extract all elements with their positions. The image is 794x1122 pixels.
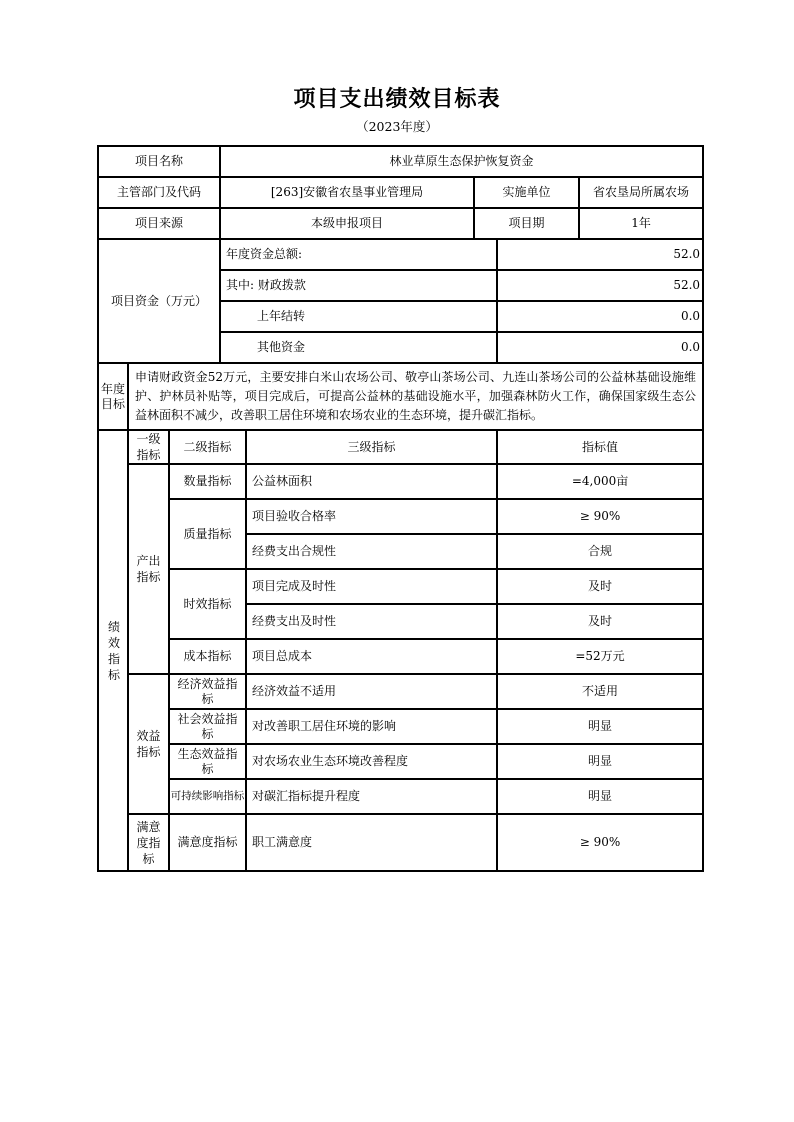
indicator-value: 及时 xyxy=(497,604,703,639)
table-row xyxy=(98,239,703,270)
performance-indicator-side-label: 绩效指标 xyxy=(98,430,128,871)
level2-cost: 成本指标 xyxy=(169,639,246,674)
funding-value: 0.0 xyxy=(497,332,703,363)
indicator-row xyxy=(98,464,703,499)
indicator-value: 合规 xyxy=(497,534,703,569)
indicator-row xyxy=(98,674,703,709)
level3-name: 对碳汇指标提升程度 xyxy=(246,779,497,814)
table-row xyxy=(98,208,703,239)
indicator-value: =52万元 xyxy=(497,639,703,674)
level3-name: 职工满意度 xyxy=(246,814,497,871)
indicator-value: 明显 xyxy=(497,779,703,814)
impl-unit-value: 省农垦局所属农场 xyxy=(579,177,703,208)
indicator-value: =4,000亩 xyxy=(497,464,703,499)
level2-sustainability: 可持续影响指标 xyxy=(169,779,246,814)
indicator-value: ≥ 90% xyxy=(497,499,703,534)
level2-economic: 经济效益指标 xyxy=(169,674,246,709)
header-value: 指标值 xyxy=(497,430,703,464)
level2-social: 社会效益指标 xyxy=(169,709,246,744)
level2-quality: 质量指标 xyxy=(169,499,246,569)
dept-value: [263]安徽省农垦事业管理局 xyxy=(220,177,474,208)
impl-unit-label: 实施单位 xyxy=(474,177,579,208)
level2-ecological: 生态效益指标 xyxy=(169,744,246,779)
funding-desc: 其中: 财政拨款 xyxy=(220,270,497,301)
project-name-value: 林业草原生态保护恢复资金 xyxy=(220,146,703,177)
dept-label: 主管部门及代码 xyxy=(98,177,220,208)
level2-timeliness: 时效指标 xyxy=(169,569,246,639)
indicator-row xyxy=(98,499,703,534)
performance-target-table xyxy=(97,145,704,872)
funding-desc: 年度资金总额: xyxy=(220,239,497,270)
funding-value: 52.0 xyxy=(497,239,703,270)
level3-name: 项目验收合格率 xyxy=(246,499,497,534)
level2-satisfaction: 满意度指标 xyxy=(169,814,246,871)
level1-output: 产出指标 xyxy=(128,464,169,674)
level3-name: 项目完成及时性 xyxy=(246,569,497,604)
annual-goal-text: 申请财政资金52万元，主要安排白米山农场公司、敬亭山茶场公司、九连山茶场公司的公益林基础设施维护、护林员补贴等，项目完成后，可提高公益林的基础设施水平，加强森林防火工作，确保国家级生态公益林面积不减少，改善职工居住环境和农场农业的生态环境，提升碳汇指标。 xyxy=(128,363,703,430)
funding-desc: 上年结转 xyxy=(220,301,497,332)
indicator-row xyxy=(98,709,703,744)
indicator-row xyxy=(98,779,703,814)
level3-name: 经费支出合规性 xyxy=(246,534,497,569)
level1-satisfaction: 满意度指标 xyxy=(128,814,169,871)
indicator-row xyxy=(98,639,703,674)
level3-name: 公益林面积 xyxy=(246,464,497,499)
indicator-value: 不适用 xyxy=(497,674,703,709)
header-level2: 二级指标 xyxy=(169,430,246,464)
indicator-value: ≥ 90% xyxy=(497,814,703,871)
source-value: 本级申报项目 xyxy=(220,208,474,239)
table-row xyxy=(98,430,703,464)
page-title: 项目支出绩效目标表 xyxy=(293,86,501,112)
level3-name: 对改善职工居住环境的影响 xyxy=(246,709,497,744)
annual-goal-label: 年度目标 xyxy=(98,363,128,430)
table-row xyxy=(98,177,703,208)
level1-benefit: 效益指标 xyxy=(128,674,169,814)
period-value: 1年 xyxy=(579,208,703,239)
funding-desc: 其他资金 xyxy=(220,332,497,363)
source-label: 项目来源 xyxy=(98,208,220,239)
level3-name: 经济效益不适用 xyxy=(246,674,497,709)
indicator-value: 及时 xyxy=(497,569,703,604)
table-row xyxy=(98,146,703,177)
header-level1: 一级指标 xyxy=(128,430,169,464)
level3-name: 经费支出及时性 xyxy=(246,604,497,639)
indicator-row xyxy=(98,744,703,779)
indicator-row xyxy=(98,569,703,604)
page-subtitle: （2023年度） xyxy=(356,119,438,134)
project-name-label: 项目名称 xyxy=(98,146,220,177)
header-level3: 三级指标 xyxy=(246,430,497,464)
period-label: 项目期 xyxy=(474,208,579,239)
level3-name: 项目总成本 xyxy=(246,639,497,674)
indicator-value: 明显 xyxy=(497,709,703,744)
level2-quantity: 数量指标 xyxy=(169,464,246,499)
table-row xyxy=(98,363,703,430)
funding-label: 项目资金（万元） xyxy=(98,239,220,363)
level3-name: 对农场农业生态环境改善程度 xyxy=(246,744,497,779)
funding-value: 0.0 xyxy=(497,301,703,332)
funding-value: 52.0 xyxy=(497,270,703,301)
indicator-row xyxy=(98,814,703,871)
indicator-value: 明显 xyxy=(497,744,703,779)
